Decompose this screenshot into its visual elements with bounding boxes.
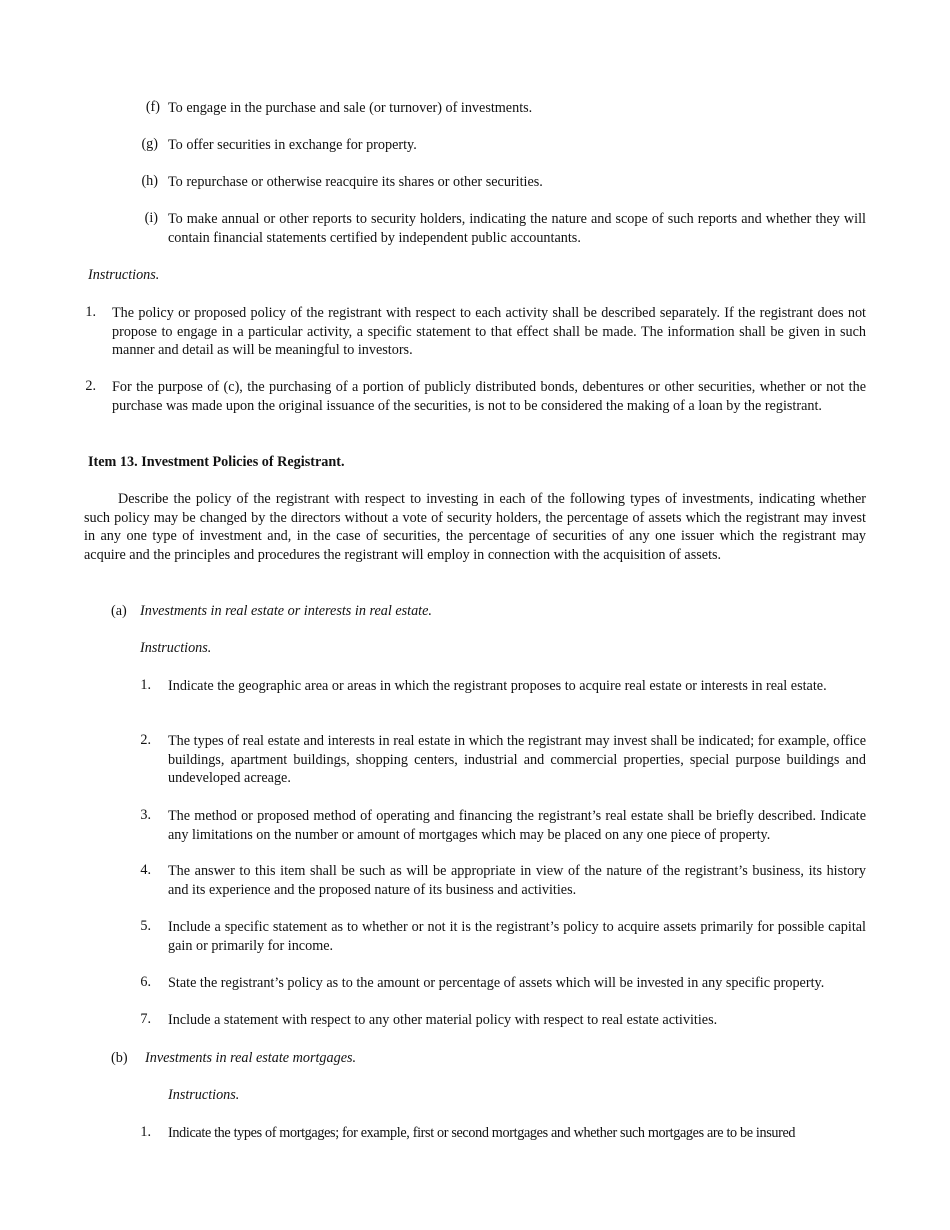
section-a-label-5: 5. (140, 918, 151, 934)
section-a-label-4: 4. (140, 862, 151, 878)
section-b-label-1: 1. (140, 1124, 151, 1140)
instruction-item-1: The policy or proposed policy of the registrant with respect to each activity shall be described separately. If the registrant does not propose to engage in a particular activity, a specific statement to that effect shall be made. The information shall be given in such manner and detail as will be meaningful to investors. (112, 305, 866, 359)
instruction-label-2: 2. (85, 378, 96, 394)
list-item-i: To make annual or other reports to security holders, indicating the nature and scope of such reports and whether they will contain financial statements certified by independent public accountants. (168, 211, 866, 246)
list-label-g: (g) (141, 136, 158, 152)
item13-intro: Describe the policy of the registrant with respect to investing in each of the following types of investments, indicating whether such policy may be changed by the directors without a vote of security holders, the percentage of assets which the registrant may invest in any one type of investment and, in the case of securities, the percentage of securities of any one issuer which the registrant may acquire and the principles and procedures the registrant will employ in connection with the acquisition of assets. (84, 491, 866, 563)
section-b-label: (b) (111, 1050, 128, 1066)
instruction-label-1: 1. (85, 304, 96, 320)
section-a-label-6: 6. (140, 974, 151, 990)
section-b-instructions-heading: Instructions. (168, 1087, 240, 1103)
section-a-item-2: The types of real estate and interests in real estate in which the registrant may invest shall be indicated; for example, office buildings, apartment buildings, shopping centers, industrial and commercial properties, special purpose buildings and undeveloped acreage. (168, 733, 866, 787)
list-item-h: To repurchase or otherwise reacquire its shares or other securities. (168, 174, 543, 190)
section-a-label-3: 3. (140, 807, 151, 823)
section-a-item-6: State the registrant’s policy as to the amount or percentage of assets which will be invested in any specific property. (168, 975, 825, 991)
section-a-item-3: The method or proposed method of operating and financing the registrant’s real estate shall be briefly described. Indicate any limitations on the number or amount of mortgages which may be placed on any one piece of property. (168, 808, 866, 843)
list-label-h: (h) (141, 173, 158, 189)
section-a-item-7: Include a statement with respect to any other material policy with respect to real estate activities. (168, 1012, 718, 1028)
section-a-label: (a) (111, 603, 127, 619)
section-b-title: Investments in real estate mortgages. (145, 1050, 357, 1066)
section-a-instructions-heading: Instructions. (140, 640, 212, 656)
section-b-item-1: Indicate the types of mortgages; for example, first or second mortgages and whether such mortgages are to be insured (168, 1125, 796, 1141)
section-a-label-2: 2. (140, 732, 151, 748)
section-a-title: Investments in real estate or interests in real estate. (140, 603, 432, 619)
instruction-item-2: For the purpose of (c), the purchasing of a portion of publicly distributed bonds, debentures or other securities, whether or not the purchase was made upon the original issuance of the securities, is not to be considered the making of a loan by the registrant. (112, 379, 866, 414)
instructions-heading: Instructions. (88, 267, 160, 283)
list-item-g: To offer securities in exchange for property. (168, 137, 417, 153)
section-a-item-4: The answer to this item shall be such as will be appropriate in view of the nature of the registrant’s business, its history and its experience and the proposed nature of its business and activities. (168, 863, 866, 898)
item13-heading: Item 13. Investment Policies of Registrant. (88, 454, 345, 470)
section-a-label-7: 7. (140, 1011, 151, 1027)
section-a-item-5: Include a specific statement as to whether or not it is the registrant’s policy to acquire assets primarily for possible capital gain or primarily for income. (168, 919, 866, 954)
list-item-f: To engage in the purchase and sale (or turnover) of investments. (168, 100, 533, 116)
section-a-item-1: Indicate the geographic area or areas in which the registrant proposes to acquire real estate or interests in real estate. (168, 678, 827, 694)
section-a-label-1: 1. (140, 677, 151, 693)
list-label-f: (f) (145, 99, 160, 115)
list-label-i: (i) (144, 210, 158, 226)
